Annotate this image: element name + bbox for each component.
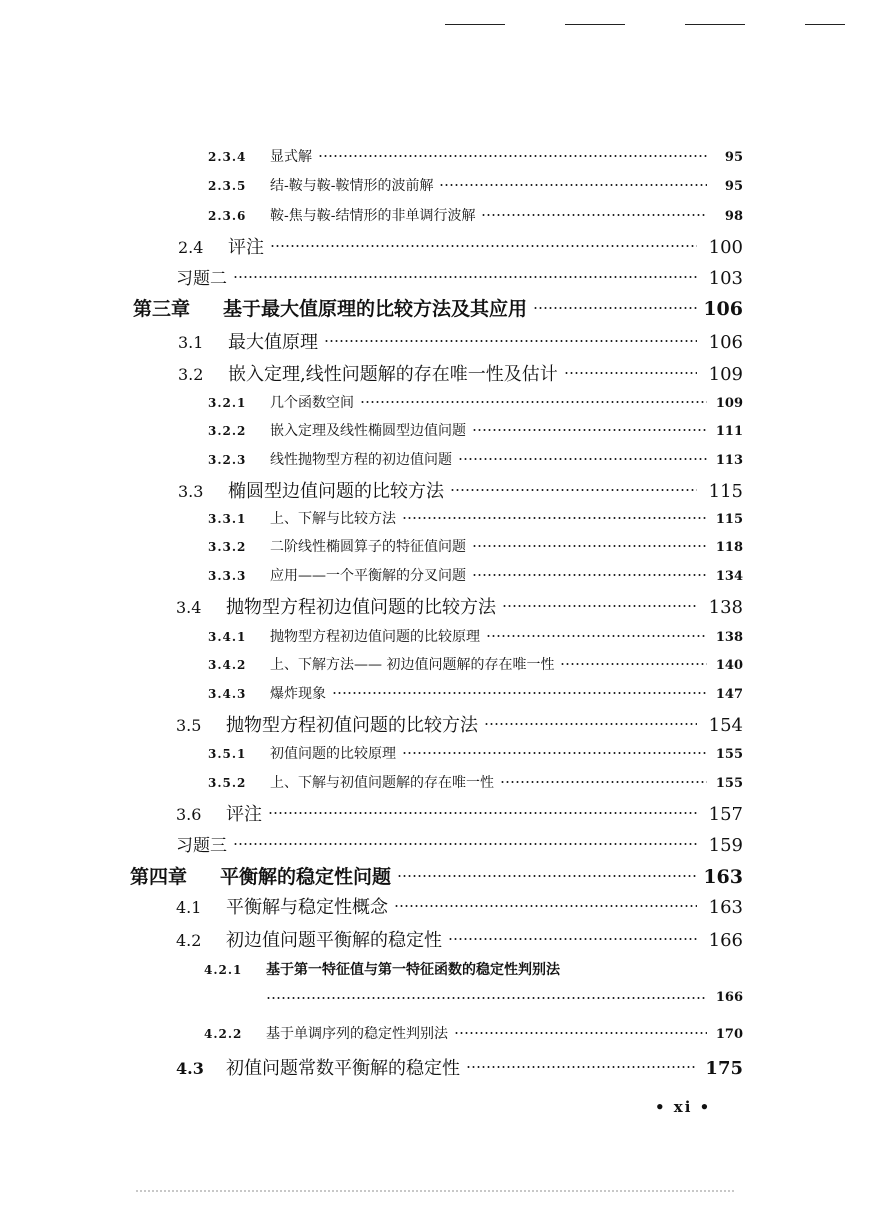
dot-leader: [233, 276, 697, 278]
dot-leader: [472, 429, 707, 431]
entry-page: 95: [724, 179, 743, 194]
entry-number: 3.6: [176, 805, 202, 824]
entry-page: 166: [715, 990, 743, 1005]
dot-leader: [402, 752, 707, 754]
dot-leader: [324, 340, 697, 342]
entry-title: 二阶线性椭圆算子的特征值问题: [270, 539, 466, 555]
entry-page: 106: [708, 332, 743, 353]
dot-leader: [448, 938, 697, 940]
dot-leader: [472, 545, 707, 547]
dot-leader: [360, 401, 707, 403]
toc-entry: [208, 205, 743, 225]
dot-leader: [439, 184, 707, 186]
entry-title: 基于最大值原理的比较方法及其应用: [223, 298, 528, 320]
toc-entry: [208, 449, 743, 469]
toc-entry: [176, 711, 743, 737]
entry-number: 3.4.1: [208, 630, 247, 644]
entry-page: 109: [715, 396, 743, 411]
entry-title: 抛物型方程初值问题的比较方法: [226, 715, 478, 736]
toc-entry: [178, 328, 743, 354]
dot-leader: [266, 997, 707, 999]
toc-entry: [176, 831, 743, 856]
entry-title: 基于第一特征值与第一特征函数的稳定性判别法: [266, 962, 560, 978]
entry-title: 抛物型方程初边值问题的比较原理: [270, 629, 480, 645]
entry-page: 100: [708, 237, 743, 258]
toc-entry: [176, 893, 743, 919]
entry-title: 平衡解与稳定性概念: [226, 897, 388, 918]
entry-number: 4.2.1: [204, 963, 243, 977]
dot-leader: [486, 635, 707, 637]
dot-leader: [397, 875, 697, 877]
entry-title: 椭圆型边值问题的比较方法: [228, 481, 444, 502]
toc-entry: [208, 626, 743, 646]
dot-leader: [318, 155, 707, 157]
entry-number: 3.4.3: [208, 687, 247, 701]
toc-entry: [204, 959, 743, 979]
header-rule-3: [685, 24, 745, 25]
entry-title: 习题三: [176, 836, 227, 856]
toc-entry: [176, 593, 743, 619]
entry-page: 138: [715, 630, 743, 645]
entry-page: 118: [715, 540, 743, 555]
entry-number: 4.1: [176, 898, 202, 917]
entry-page: 109: [708, 364, 743, 385]
entry-title: 初值问题的比较原理: [270, 746, 396, 762]
entry-title: 几个函数空间: [270, 395, 354, 411]
entry-page: 138: [708, 597, 743, 618]
entry-number: 3.3.3: [208, 569, 247, 583]
entry-page: 157: [708, 804, 743, 825]
toc-entry: [176, 1054, 743, 1080]
entry-number: 4.3: [176, 1059, 204, 1078]
entry-title: 基于单调序列的稳定性判别法: [266, 1026, 448, 1042]
entry-page: 98: [724, 209, 743, 224]
entry-number: 3.2.3: [208, 453, 247, 467]
header-rule-4: [805, 24, 845, 25]
toc-entry: [176, 926, 743, 952]
entry-page: 140: [715, 658, 743, 673]
entry-number: 3.4.2: [208, 658, 247, 672]
entry-page: 154: [708, 715, 743, 736]
toc-entry: [208, 743, 743, 763]
dot-leader: [502, 605, 697, 607]
entry-page: 163: [703, 866, 743, 888]
header-rule-2: [565, 24, 625, 25]
entry-title: 最大值原理: [228, 332, 318, 353]
dot-leader: [233, 843, 697, 845]
toc-entry: [208, 565, 743, 585]
entry-page: 166: [708, 930, 743, 951]
entry-title: 上、下解方法—— 初边值问题解的存在唯一性: [270, 657, 555, 673]
toc-entry: [208, 654, 743, 674]
toc-entry: [130, 862, 743, 889]
entry-number: 第四章: [130, 866, 188, 888]
entry-number: 3.3.1: [208, 512, 247, 526]
dot-leader: [472, 574, 707, 576]
entry-number: 3.2: [178, 365, 204, 384]
toc-entry: [208, 772, 743, 792]
entry-number: 4.2.2: [204, 1027, 243, 1041]
entry-number: 第三章: [133, 298, 191, 320]
entry-title: 上、下解与初值问题解的存在唯一性: [270, 775, 494, 791]
entry-title: 初值问题常数平衡解的稳定性: [226, 1058, 460, 1079]
dot-leader: [458, 458, 707, 460]
entry-title: 习题二: [176, 269, 227, 289]
dot-leader: [332, 692, 707, 694]
dot-leader: [466, 1066, 697, 1068]
entry-number: 3.5.1: [208, 747, 247, 761]
entry-title: 初边值问题平衡解的稳定性: [226, 930, 442, 951]
entry-title: 平衡解的稳定性问题: [220, 866, 392, 888]
entry-number: 4.2: [176, 931, 202, 950]
entry-page: 115: [715, 512, 743, 527]
entry-number: 3.5.2: [208, 776, 247, 790]
entry-title: 应用——一个平衡解的分叉问题: [270, 568, 466, 584]
entry-number: 3.3.2: [208, 540, 247, 554]
entry-number: 3.1: [178, 333, 204, 352]
entry-number: 2.4: [178, 238, 204, 257]
entry-title: 抛物型方程初边值问题的比较方法: [226, 597, 496, 618]
entry-page: 103: [708, 268, 743, 289]
entry-page: 106: [703, 298, 743, 320]
dot-leader: [533, 307, 697, 309]
dot-leader: [564, 372, 697, 374]
entry-page: 147: [715, 687, 743, 702]
toc-entry: [208, 392, 743, 412]
dot-leader: [450, 489, 697, 491]
entry-number: 3.4: [176, 598, 202, 617]
entry-title: 结-鞍与鞍-鞍情形的波前解: [270, 178, 434, 194]
toc-entry: [176, 264, 743, 289]
footer-page-number: • xi •: [655, 1098, 712, 1116]
dot-leader: [560, 663, 707, 665]
entry-page: 159: [708, 835, 743, 856]
entry-page: 134: [715, 569, 743, 584]
toc-entry: [204, 1023, 743, 1043]
entry-title: 评注: [226, 804, 262, 825]
toc-entry: [176, 800, 743, 826]
dot-leader: [500, 781, 707, 783]
toc-entry: [208, 420, 743, 440]
entry-title: 上、下解与比较方法: [270, 511, 396, 527]
entry-page: 163: [708, 897, 743, 918]
toc-entry: [208, 508, 743, 528]
entry-number: 3.5: [176, 716, 202, 735]
dot-leader: [481, 214, 707, 216]
toc-entry: [178, 477, 743, 503]
entry-page: 113: [715, 453, 743, 468]
entry-title: 显式解: [270, 149, 312, 165]
dot-leader: [394, 905, 697, 907]
toc-entry: [178, 360, 743, 386]
entry-page: 170: [715, 1027, 743, 1042]
entry-title: 嵌入定理,线性问题解的存在唯一性及估计: [228, 364, 558, 385]
dot-leader: [484, 723, 697, 725]
dot-leader: [268, 812, 697, 814]
dot-leader: [402, 517, 707, 519]
entry-number: 2.3.6: [208, 209, 247, 223]
entry-page: 155: [715, 747, 743, 762]
entry-page: 115: [708, 481, 743, 502]
entry-page: 175: [705, 1058, 743, 1079]
entry-page: 155: [715, 776, 743, 791]
toc-entry: [208, 175, 743, 195]
entry-title: 线性抛物型方程的初边值问题: [270, 452, 452, 468]
entry-page: 95: [724, 150, 743, 165]
dot-leader: [270, 245, 697, 247]
entry-page: 111: [715, 424, 743, 439]
toc-entry-continuation: [266, 990, 743, 1005]
entry-number: 2.3.5: [208, 179, 247, 193]
toc-entry: [208, 536, 743, 556]
entry-title: 评注: [228, 237, 264, 258]
toc-entry: [178, 233, 743, 259]
entry-number: 3.2.1: [208, 396, 247, 410]
scan-artifact: [135, 1190, 735, 1192]
entry-number: 3.2.2: [208, 424, 247, 438]
toc-entry: [133, 294, 743, 321]
entry-title: 鞍-焦与鞍-结情形的非单调行波解: [270, 208, 476, 224]
entry-title: 爆炸现象: [270, 686, 326, 702]
entry-number: 3.3: [178, 482, 204, 501]
entry-title: 嵌入定理及线性椭圆型边值问题: [270, 423, 466, 439]
header-rule-1: [445, 24, 505, 25]
toc-entry: [208, 683, 743, 703]
entry-number: 2.3.4: [208, 150, 247, 164]
dot-leader: [454, 1032, 707, 1034]
toc-entry: [208, 146, 743, 166]
